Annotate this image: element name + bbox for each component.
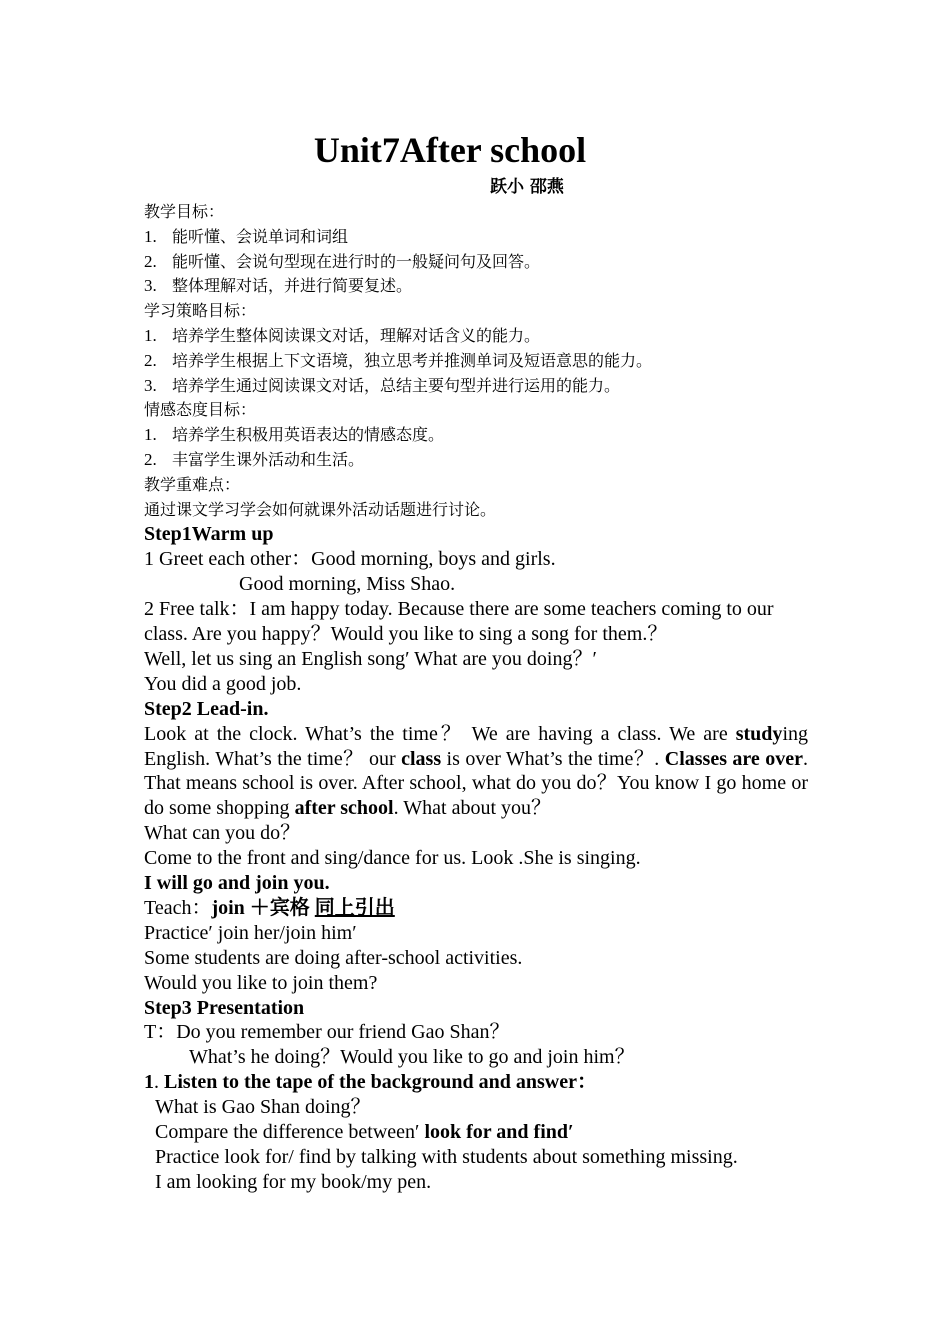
teaching-objectives-heading: 教学目标： [144,202,225,221]
step3-line: What is Gao Shan doing？ [155,1096,371,1119]
step2-line: Some students are doing after-school activities. [144,946,523,969]
list-item: 3. 培养学生通过阅读课文对话，总结主要句型并进行运用的能力。 [144,375,621,395]
list-item: 2. 能听懂、会说句型现在进行时的一般疑问句及回答。 [144,251,541,271]
step2-teach-line: Teach：join ＋宾格 同上引出 [144,896,395,919]
step3-line: Practice look for/ find by talking with students about something missing. [155,1146,738,1169]
step3-line: What’s he doing？Would you like to go and join him？ [189,1046,635,1069]
list-item: 1. 能听懂、会说单词和词组 [144,226,349,246]
strategy-objectives-heading: 学习策略目标： [144,301,257,321]
list-item: 1. 培养学生整体阅读课文对话，理解对话含义的能力。 [144,325,541,345]
step2-line: I will go and join you. [144,872,330,895]
step2-line: Practice′ join her/join him′ [144,921,357,944]
step1-line: 2 Free talk：I am happy today. Because there are some teachers coming to our class. Are you happy？Would you like to sing a song for them.？ [144,598,774,645]
key-points-heading: 教学重难点： [144,474,241,494]
step1-heading: Step1Warm up [144,523,274,546]
step2-line: What can you do？ [144,822,301,845]
step3-line: I am looking for my book/my pen. [155,1170,432,1193]
author-line: 跃小 邵燕 [490,177,564,197]
step3-line: Compare the difference between′ look for and find′ [155,1121,574,1144]
step2-line: Come to the front and sing/dance for us. Look .She is singing. [144,847,641,870]
step1-line: You did a good job. [144,672,302,695]
step2-line: Would you like to join them? [144,971,378,994]
list-item: 2. 丰富学生课外活动和生活。 [144,449,365,469]
emotion-objectives-heading: 情感态度目标： [144,400,257,420]
step2-heading: Step2 Lead-in. [144,697,269,720]
step3-heading: Step3 Presentation [144,996,305,1019]
list-item: 1. 培养学生积极用英语表达的情感态度。 [144,425,445,445]
document-title: Unit7After school [313,130,587,170]
step1-line: 1 Greet each other：Good morning, boys and girls. [144,548,556,571]
key-points-text: 通过课文学习学会如何就课外活动话题进行讨论。 [144,499,497,519]
list-item: 3. 整体理解对话，并进行简要复述。 [144,276,413,296]
list-item: 2. 培养学生根据上下文语境，独立思考并推测单词及短语意思的能力。 [144,350,653,370]
document-body [144,200,813,1195]
step3-task-line: 1. Listen to the tape of the background and answer： [144,1071,597,1094]
step3-line: T：Do you remember our friend Gao Shan？ [144,1021,510,1044]
step1-line: Well, let us sing an English song′ What are you doing？′ [144,647,597,670]
step1-line: Good morning, Miss Shao. [239,573,456,596]
step2-paragraph: Look at the clock. What’s the time？ We are having a class. We are studying English. What’s the time？ our class is over What’s the time？. Classes are over. That means school is over. After school, what do you do？You know I go home or do some shopping after school. What about you？ [144,722,813,820]
